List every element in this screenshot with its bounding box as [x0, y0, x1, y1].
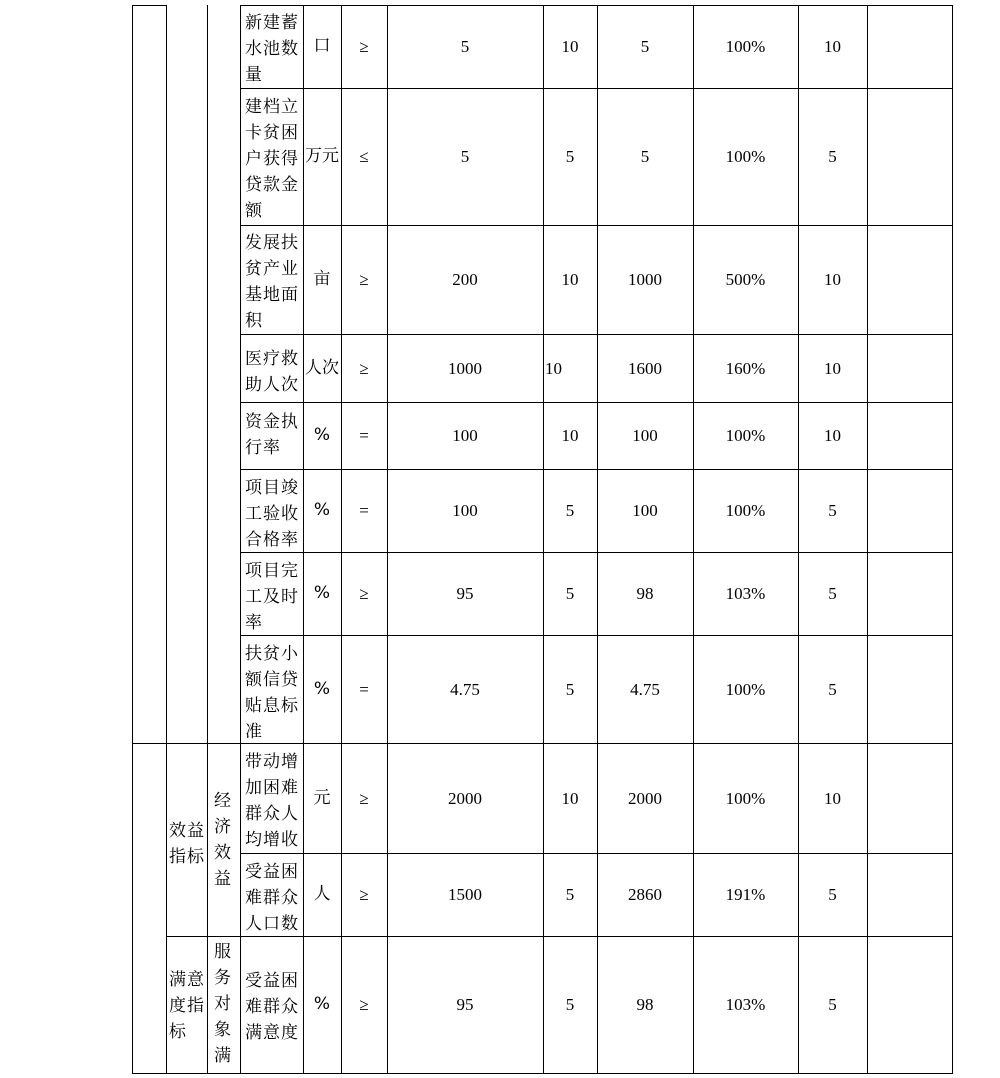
actual-value-cell: 98	[636, 584, 654, 603]
indicator-name: 发展扶贫产业基地面积	[245, 233, 299, 331]
score-cell: 10	[824, 358, 841, 378]
completion-rate-cell: 191%	[725, 885, 766, 904]
rule-col12	[952, 5, 953, 1074]
operator-cell: ≥	[359, 358, 369, 378]
score-cell: 5	[828, 995, 837, 1014]
note-cell	[867, 552, 952, 635]
weight-cell: 5	[565, 501, 575, 520]
operator-cell: ≥	[359, 788, 369, 808]
rule-col2b	[207, 743, 208, 1074]
operator-cell: ≥	[359, 37, 369, 56]
operator-cell: ≥	[359, 584, 369, 603]
completion-rate-cell: 100%	[725, 426, 766, 445]
target-value-cell: 5	[460, 37, 470, 56]
actual-value-cell: 1600	[628, 358, 662, 378]
weight-cell: 10	[561, 270, 579, 289]
target-value-cell: 2000	[448, 788, 482, 808]
group-satisfaction-indicator: 满意度指标	[169, 970, 205, 1042]
completion-rate-cell: 100%	[725, 501, 766, 520]
note-cell	[867, 743, 952, 853]
completion-rate-cell: 500%	[725, 270, 766, 289]
unit-cell: 亩	[313, 269, 331, 289]
unit-cell: 口	[313, 36, 331, 56]
group-benefit-indicator: 效益指标	[169, 821, 205, 867]
target-value-cell: 4.75	[450, 679, 480, 699]
score-cell: 5	[828, 147, 837, 166]
rule-col3	[240, 5, 241, 1074]
note-cell	[867, 334, 952, 402]
indicator-name: 资金执行率	[245, 412, 299, 458]
note-cell	[867, 5, 952, 88]
weight-cell: 10	[561, 426, 579, 445]
actual-value-cell: 2000	[628, 788, 662, 808]
indicator-name: 医疗救助人次	[245, 349, 299, 395]
operator-cell: ≤	[359, 147, 369, 166]
note-cell	[867, 853, 952, 936]
score-cell: 10	[824, 270, 841, 289]
weight-cell: 5	[565, 885, 575, 904]
actual-value-cell: 1000	[628, 270, 662, 289]
actual-value-cell: 2860	[628, 885, 662, 904]
operator-cell: ≥	[359, 270, 369, 289]
completion-rate-cell: 100%	[725, 37, 766, 56]
indicator-name: 受益困难群众满意度	[245, 971, 299, 1043]
weight-cell: 10	[561, 788, 579, 808]
actual-value-cell: 100	[632, 501, 658, 520]
unit-cell: %	[313, 500, 331, 520]
completion-rate-cell: 160%	[725, 358, 766, 378]
note-cell	[867, 402, 952, 469]
score-cell: 10	[824, 37, 841, 56]
score-cell: 5	[828, 679, 837, 699]
group-service-target: 服务对象满	[214, 942, 232, 1066]
actual-value-cell: 5	[640, 37, 650, 56]
operator-cell: =	[359, 501, 369, 520]
group-economic-benefit: 经济效益	[214, 791, 232, 889]
completion-rate-cell: 103%	[725, 995, 766, 1014]
target-value-cell: 100	[452, 501, 478, 520]
actual-value-cell: 5	[640, 147, 650, 166]
weight-cell: 5	[565, 584, 575, 603]
score-cell: 10	[824, 426, 841, 445]
rule-col2a	[207, 5, 208, 743]
rule-top-outer	[132, 5, 166, 6]
indicator-name: 项目竣工验收合格率	[245, 478, 299, 550]
unit-cell: 元	[313, 787, 331, 808]
note-cell	[867, 936, 952, 1073]
weight-cell: 10	[545, 358, 562, 378]
indicator-name: 新建蓄水池数量	[245, 13, 299, 85]
operator-cell: ≥	[359, 995, 369, 1014]
unit-cell: %	[313, 425, 331, 445]
unit-cell: %	[313, 994, 331, 1014]
unit-cell: %	[313, 583, 331, 603]
actual-value-cell: 100	[632, 426, 658, 445]
completion-rate-cell: 103%	[725, 584, 766, 603]
indicator-name: 项目完工及时率	[245, 561, 299, 633]
target-value-cell: 100	[452, 426, 478, 445]
target-value-cell: 95	[456, 995, 474, 1014]
operator-cell: =	[359, 426, 369, 445]
unit-cell: 人	[313, 884, 331, 904]
operator-cell: ≥	[359, 885, 369, 904]
indicator-name: 建档立卡贫困户获得贷款金额	[245, 97, 299, 221]
completion-rate-cell: 100%	[725, 147, 766, 166]
note-cell	[867, 635, 952, 743]
weight-cell: 5	[565, 679, 575, 699]
score-cell: 10	[824, 788, 841, 808]
weight-cell: 5	[565, 147, 575, 166]
weight-cell: 10	[561, 37, 579, 56]
note-cell	[867, 469, 952, 552]
score-cell: 5	[828, 885, 837, 904]
target-value-cell: 95	[456, 584, 474, 603]
unit-cell: %	[313, 678, 331, 699]
unit-cell: 万元	[305, 146, 339, 166]
score-cell: 5	[828, 584, 837, 603]
target-value-cell: 1500	[448, 885, 482, 904]
score-cell: 5	[828, 501, 837, 520]
target-value-cell: 1000	[448, 358, 482, 378]
rule-bottom	[132, 1073, 952, 1074]
indicator-name: 扶贫小额信贷贴息标准	[245, 644, 299, 742]
operator-cell: =	[359, 679, 369, 699]
indicator-name: 受益困难群众人口数	[245, 862, 299, 934]
weight-cell: 5	[565, 995, 575, 1014]
completion-rate-cell: 100%	[725, 679, 766, 699]
actual-value-cell: 98	[636, 995, 654, 1014]
note-cell	[867, 225, 952, 334]
indicator-name: 带动增加困难群众人均增收	[245, 752, 299, 850]
rule-col1	[166, 5, 167, 1074]
target-value-cell: 5	[460, 147, 470, 166]
rule-col0	[132, 5, 133, 1074]
note-cell	[867, 88, 952, 225]
unit-cell: 人次	[305, 357, 339, 378]
completion-rate-cell: 100%	[725, 788, 766, 808]
target-value-cell: 200	[452, 270, 478, 289]
actual-value-cell: 4.75	[630, 679, 660, 699]
